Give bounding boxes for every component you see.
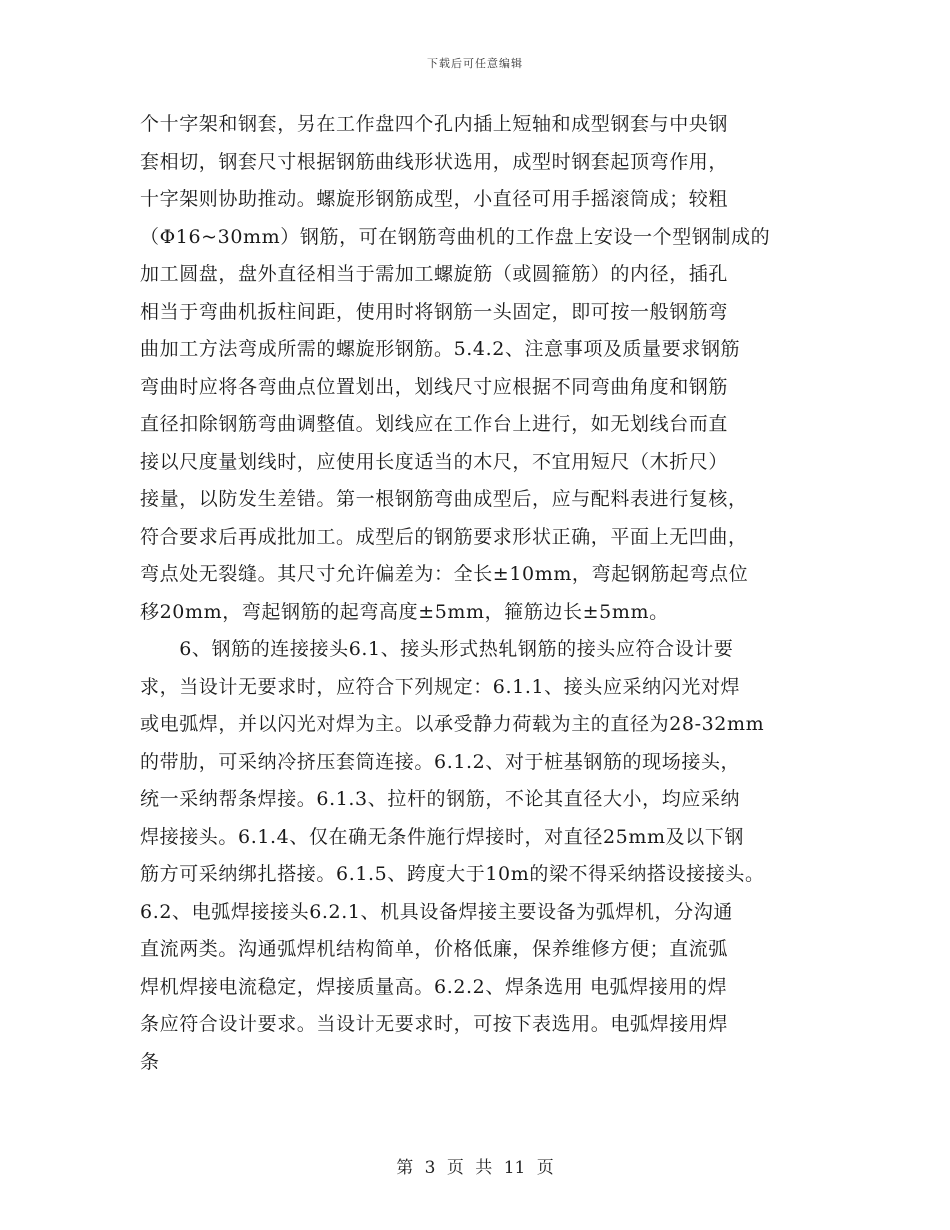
text-line: 焊接接头。6.1.4、仅在确无条件施行焊接时，对直径25mm及以下钢: [140, 825, 744, 848]
text-line: 相当于弯曲机扳柱间距，使用时将钢筋一头固定，即可按一般钢筋弯: [140, 300, 729, 323]
text-line: 直流两类。沟通弧焊机结构简单，价格低廉，保养维修方便；直流弧: [140, 938, 729, 960]
text-line: 移20mm，弯起钢筋的起弯高度±5mm，箍筋边长±5mm。: [140, 600, 669, 623]
text-line: 个十字架和钢套，另在工作盘四个孔内插上短轴和成型钢套与中央钢: [140, 113, 729, 135]
text-line: 套相切，钢套尺寸根据钢筋曲线形状选用，成型时钢套起顶弯作用，: [140, 150, 729, 173]
text-line: 统一采纳帮条焊接。6.1.3、拉杆的钢筋，不论其直径大小，均应采纳: [140, 788, 741, 810]
text-line: 曲加工方法弯成所需的螺旋形钢筋。5.4.2、注意事项及质量要求钢筋: [140, 338, 741, 360]
text-line: 直径扣除钢筋弯曲调整值。划线应在工作台上进行，如无划线台而直: [140, 413, 729, 435]
text-line: 6.2、电弧焊接接头6.2.1、机具设备焊接主要设备为弧焊机，分沟通: [140, 900, 733, 923]
text-line: 弯曲时应将各弯曲点位置划出，划线尺寸应根据不同弯曲角度和钢筋: [140, 375, 729, 398]
text-line: （Φ16~30mm）钢筋，可在钢筋弯曲机的工作盘上安设一个型钢制成的: [140, 225, 771, 248]
text-line: 条: [140, 1050, 160, 1073]
text-line: 焊机焊接电流稳定，焊接质量高。6.2.2、焊条选用 电弧焊接用的焊: [140, 975, 728, 998]
text-line: 条应符合设计要求。当设计无要求时，可按下表选用。电弧焊接用焊: [140, 1013, 729, 1035]
text-line: 的带肋，可采纳冷挤压套筒连接。6.1.2、对于桩基钢筋的现场接头，: [140, 750, 741, 773]
text-line: 接以尺度量划线时，应使用长度适当的木尺，不宜用短尺（木折尺）: [140, 450, 729, 473]
page-number-footer: 第 3 页 共 11 页: [396, 1158, 554, 1178]
text-line: 十字架则协助推动。螺旋形钢筋成型，小直径可用手摇滚筒成；较粗: [140, 188, 729, 210]
document-body: [140, 106, 830, 1081]
page-header: 下载后可任意编辑: [427, 57, 523, 70]
text-line: 加工圆盘，盘外直径相当于需加工螺旋筋（或圆箍筋）的内径，插孔: [140, 263, 729, 285]
text-line: 接量，以防发生差错。第一根钢筋弯曲成型后，应与配料表进行复核，: [140, 488, 748, 510]
text-line: 求，当设计无要求时，应符合下列规定：6.1.1、接头应采纳闪光对焊: [140, 675, 741, 698]
text-line: 弯点处无裂缝。其尺寸允许偏差为：全长±10mm，弯起钢筋起弯点位: [140, 563, 749, 585]
text-line: 筋方可采纳绑扎搭接。6.1.5、跨度大于10m的梁不得采纳搭设接接头。: [140, 863, 765, 885]
paragraph-start-line: 6、钢筋的连接接头6.1、接头形式热轧钢筋的接头应符合设计要: [140, 638, 734, 660]
text-line: 或电弧焊，并以闪光对焊为主。以承受静力荷载为主的直径为28-32mm: [140, 713, 765, 735]
text-line: 符合要求后再成批加工。成型后的钢筋要求形状正确，平面上无凹曲，: [140, 525, 748, 548]
